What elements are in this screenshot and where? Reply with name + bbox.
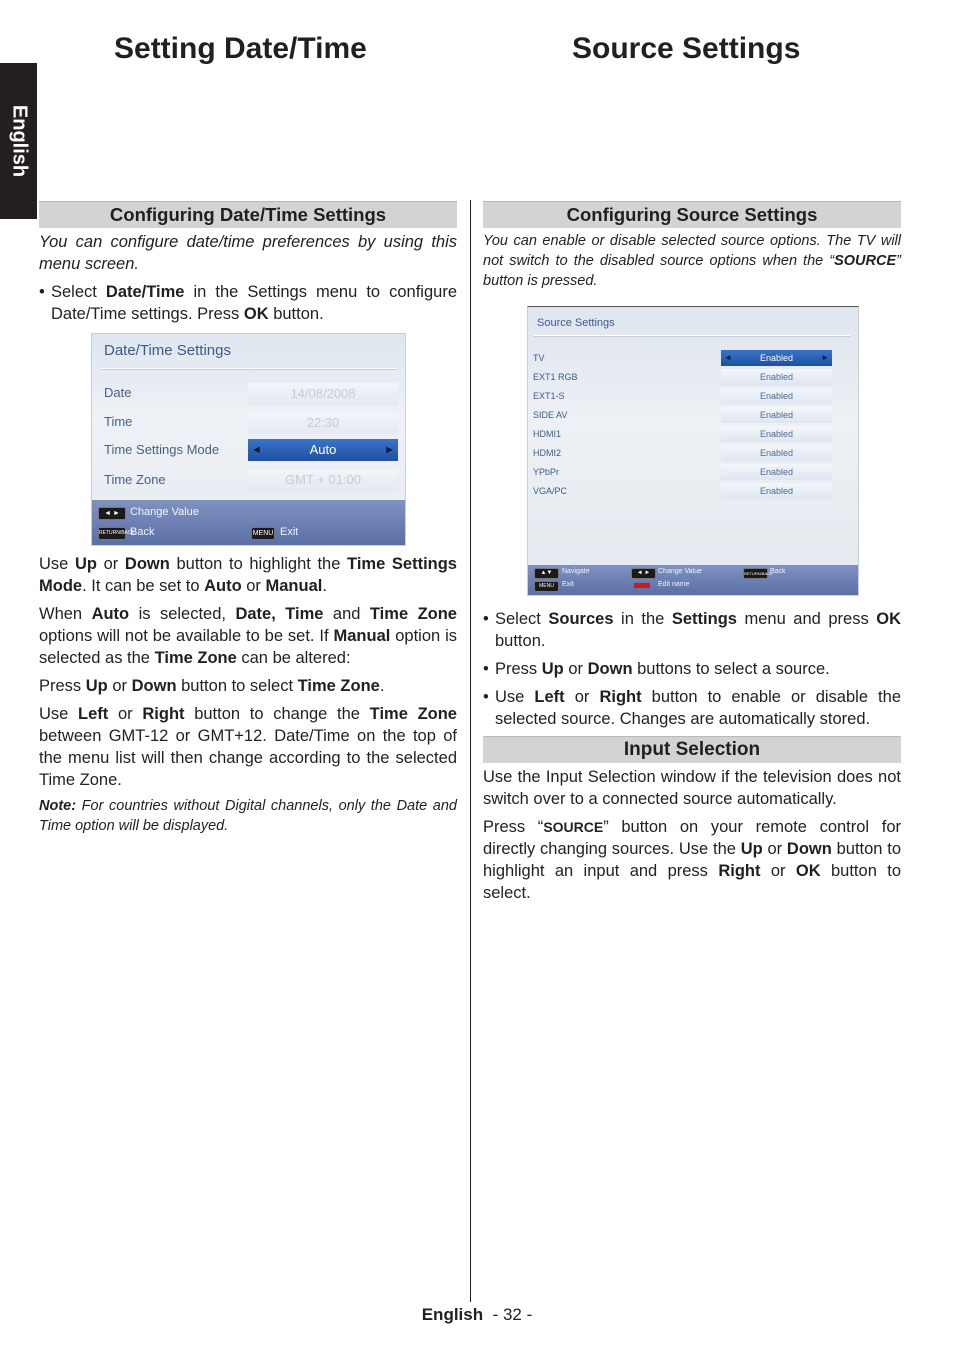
menu-key-icon: MENU	[251, 527, 275, 540]
datetime-section	[39, 201, 457, 325]
input-selection-heading: Input Selection	[483, 736, 901, 763]
source-instructions	[483, 608, 901, 730]
source-row-value-selected[interactable]: ◄ Enabled ►	[721, 350, 832, 366]
return-back-key-icon: RETURN/BACK	[98, 527, 126, 540]
back-hint: Back	[130, 526, 155, 538]
menu-row-value-selected[interactable]: ◄ Auto ►	[248, 439, 398, 461]
source-row-label: SIDE AV	[533, 410, 568, 420]
source-row-value: Enabled	[721, 464, 832, 480]
column-divider	[470, 200, 471, 1302]
datetime-intro: You can configure date/time preferences by using this menu screen.	[39, 233, 457, 273]
language-tab	[0, 63, 37, 219]
datetime-note: Note: For countries without Digital channels, only the Date and Time option will be displayed.	[39, 798, 457, 834]
source-menu-rule	[534, 335, 850, 336]
menu-row-value: GMT + 01:00	[248, 469, 398, 491]
change-value-hint: Change Value	[130, 506, 199, 518]
source-intro: You can enable or disable selected source options. The TV will not switch to the disabled source options when the “SOURCE” button is pressed.	[483, 233, 901, 289]
datetime-menu-rule	[100, 368, 397, 369]
return-back-key-icon: RETURN/BACK	[743, 568, 768, 579]
source-row-value: Enabled	[721, 445, 832, 461]
datetime-heading: Configuring Date/Time Settings	[39, 201, 457, 228]
menu-row-value: 14/08/2008	[248, 383, 398, 405]
menu-row-value: 22:30	[248, 412, 398, 434]
edit-name-hint: Edit name	[658, 581, 690, 588]
datetime-paragraph: Press Up or Down button to select Time Zone.	[39, 677, 385, 695]
menu-row-label: Time Settings Mode	[104, 442, 220, 457]
right-arrow-icon: ►	[821, 353, 829, 362]
source-menu-footer	[528, 565, 858, 595]
menu-row-label: Time Zone	[104, 472, 166, 487]
back-hint: Back	[770, 568, 786, 575]
source-row-value: Enabled	[721, 407, 832, 423]
datetime-menu-title: Date/Time Settings	[104, 342, 231, 359]
source-row-value: Enabled	[721, 369, 832, 385]
menu-row-label: Date	[104, 385, 132, 400]
footer-language: English	[421, 1305, 484, 1324]
source-bullet: • Use Left or Right button to enable or disable the selected source. Changes are automatically stored.	[483, 686, 901, 730]
datetime-bullet: • Select Date/Time in the Settings menu to configure Date/Time settings. Press OK button.	[39, 281, 457, 325]
left-right-key-icon: ◄ ►	[98, 507, 126, 520]
language-tab-label: English	[8, 104, 30, 178]
exit-hint: Exit	[280, 526, 299, 538]
source-section	[483, 201, 901, 291]
source-row-label: EXT1 RGB	[533, 372, 578, 382]
navigate-hint: Navigate	[562, 568, 590, 575]
datetime-menu-screenshot	[91, 333, 406, 546]
source-row-label: HDMI2	[533, 448, 562, 458]
datetime-paragraph: When Auto is selected, Date, Time and Time Zone options will not be available to be set. If Manual option is selected as the Time Zone can be altered:	[39, 605, 457, 667]
source-row-value: Enabled	[721, 483, 832, 499]
source-row-value: Enabled	[721, 426, 832, 442]
page-footer	[0, 1305, 954, 1325]
page-number: - 32 -	[487, 1305, 533, 1324]
input-selection-paragraph: Use the Input Selection window if the television does not switch over to a connected source automatically.	[483, 768, 901, 808]
source-row-label: VGA/PC	[533, 486, 568, 496]
source-heading: Configuring Source Settings	[483, 201, 901, 228]
source-menu-screenshot	[527, 306, 859, 596]
menu-key-icon: MENU	[534, 581, 559, 592]
datetime-paragraph: Use Left or Right button to change the Time Zone between GMT-12 or GMT+12. Date/Time on the top of the menu list will then change according to the selected Time Zone.	[39, 705, 457, 789]
up-down-key-icon: ▲▼	[534, 568, 559, 579]
red-key-icon	[634, 583, 650, 588]
exit-hint: Exit	[562, 581, 574, 588]
right-arrow-icon: ►	[384, 444, 395, 456]
left-arrow-icon: ◄	[251, 444, 262, 456]
input-selection-section	[483, 736, 901, 904]
datetime-body	[39, 553, 457, 836]
left-right-key-icon: ◄ ►	[631, 568, 656, 579]
source-row-label: TV	[533, 353, 545, 363]
page-title-right: Source Settings	[572, 32, 801, 65]
source-menu-title: Source Settings	[537, 317, 615, 329]
page-title-left: Setting Date/Time	[114, 32, 367, 65]
source-row-label: EXT1-S	[533, 391, 565, 401]
source-bullet: • Press Up or Down buttons to select a source.	[483, 658, 901, 680]
source-row-label: HDMI1	[533, 429, 562, 439]
input-selection-paragraph: Press “SOURCE” button on your remote control for directly changing sources. Use the Up or Down button to highlight an input and press Right or OK button to select.	[483, 818, 901, 902]
datetime-paragraph: Use Up or Down button to highlight the Time Settings Mode. It can be set to Auto or Manual.	[39, 555, 457, 595]
source-row-label: YPbPr	[533, 467, 560, 477]
datetime-menu-footer	[92, 500, 405, 545]
source-bullet: • Select Sources in the Settings menu and press OK button.	[483, 608, 901, 652]
menu-row-label: Time	[104, 414, 133, 429]
source-row-value: Enabled	[721, 388, 832, 404]
change-value-hint: Change Value	[658, 568, 702, 575]
left-arrow-icon: ◄	[724, 353, 732, 362]
